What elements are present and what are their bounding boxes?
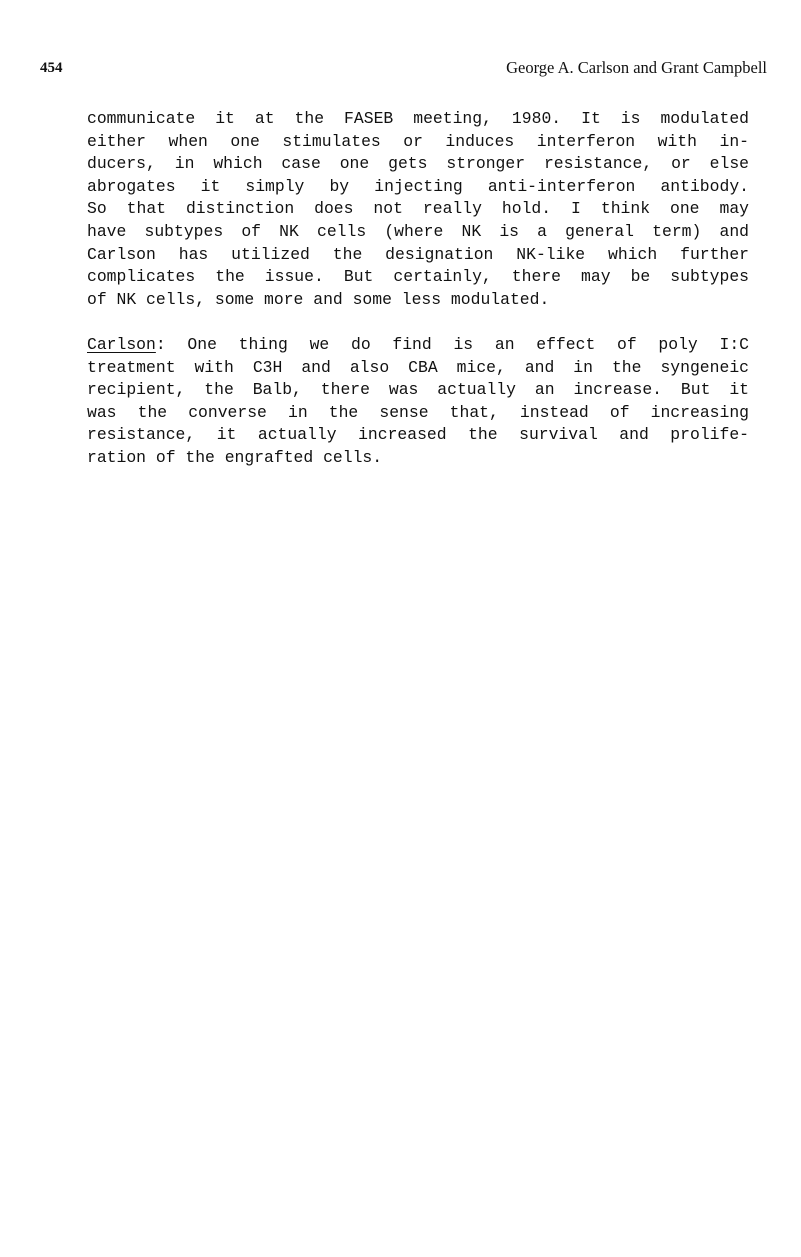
- text-line: ducers, in which case one gets stronger resistance, or else: [87, 154, 749, 174]
- text-line: recipient, the Balb, there was actually an increase. But it: [87, 380, 749, 400]
- paragraph-1: [87, 108, 749, 311]
- speaker-colon: :: [155, 334, 166, 354]
- speaker-line: [87, 334, 749, 357]
- text-line: have subtypes of NK cells (where NK is a general term) and: [87, 221, 749, 241]
- paragraph-2: [87, 334, 749, 470]
- paragraph-gap: [87, 311, 749, 334]
- running-title: George A. Carlson and Grant Campbell: [506, 58, 767, 77]
- text-line: of NK cells, some more and some less modulated.: [87, 289, 550, 309]
- speaker-name: Carlson: [87, 334, 156, 354]
- page-number: 454: [40, 60, 63, 76]
- body-text: [87, 108, 749, 470]
- text-line: complicates the issue. But certainly, there may be subtypes: [87, 267, 749, 287]
- running-head: [40, 56, 767, 80]
- text-line: abrogates it simply by injecting anti-interferon antibody.: [87, 176, 749, 196]
- text-line: was the converse in the sense that, instead of increasing: [87, 402, 749, 422]
- text-line: So that distinction does not really hold. I think one may: [87, 199, 749, 219]
- text-line: treatment with C3H and also CBA mice, and in the syngeneic: [87, 357, 749, 377]
- text-line: resistance, it actually increased the survival and prolife-: [87, 425, 749, 445]
- text-line: Carlson has utilized the designation NK-like which further: [87, 244, 749, 264]
- text-line: either when one stimulates or induces interferon with in-: [87, 131, 749, 151]
- text-line: communicate it at the FASEB meeting, 1980. It is modulated: [87, 109, 749, 128]
- text-line: ration of the engrafted cells.: [87, 447, 383, 467]
- speaker-line-text: One thing we do find is an effect of poly I:C: [165, 334, 749, 354]
